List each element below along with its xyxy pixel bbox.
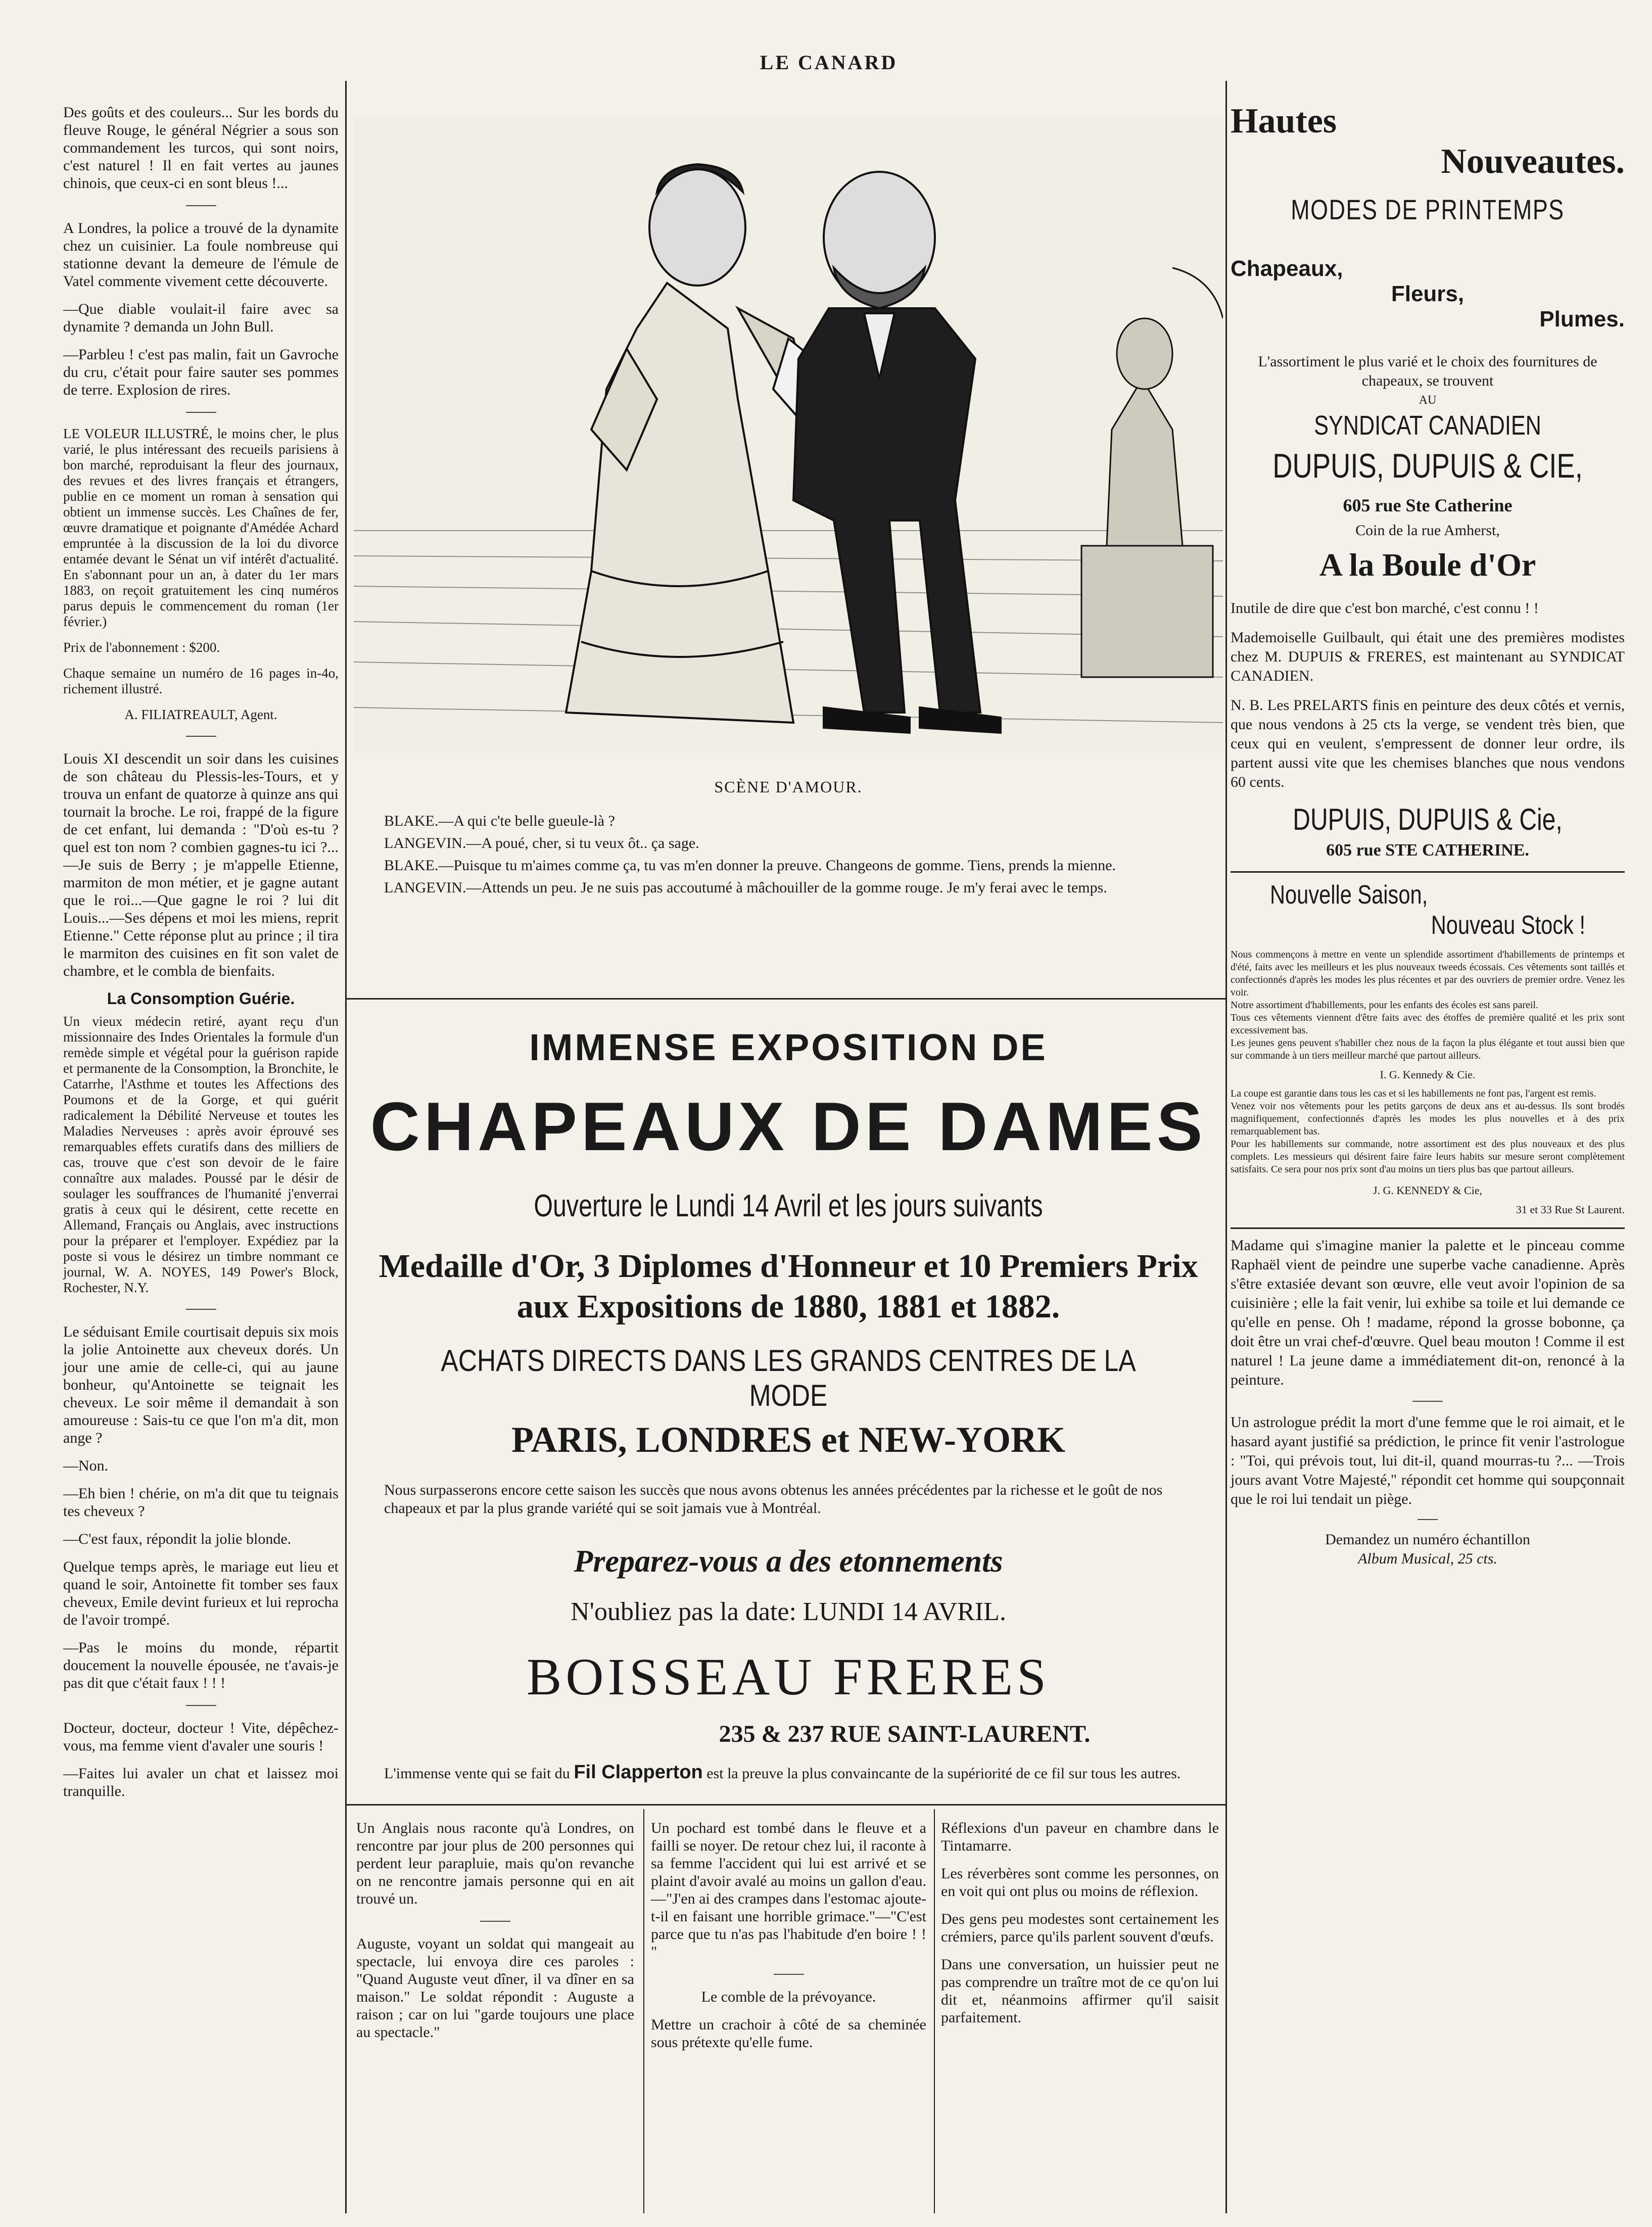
ad-text: Venez voir nos vêtements pour les petits garçons de deux ans et au-dessus. Ils sont brodés magnifiquement, confectionnés d'après les modes les plus nouvelles et à des prix remarquablement bas. bbox=[1231, 1101, 1625, 1137]
divider bbox=[1231, 1227, 1625, 1229]
ad-brand: BOISSEAU FRERES bbox=[527, 1648, 1050, 1706]
paragraph: A Londres, la police a trouvé de la dynamite chez un cuisinier. La foule nombreuse qui stationne devant la demeure de l'émule de Vatel commente vivement cette découverte. bbox=[63, 220, 339, 290]
paragraph: Docteur, docteur, docteur ! Vite, dépêchez-vous, ma femme vient d'avaler une souris ! bbox=[63, 1720, 339, 1754]
paragraph: —Faites lui avaler un chat et laissez moi tranquille. bbox=[63, 1765, 339, 1799]
divider bbox=[186, 1309, 216, 1310]
hat-exhibition-ad bbox=[354, 1026, 1223, 1783]
ad-text: AU bbox=[1419, 394, 1437, 407]
paragraph: Un vieux médecin retiré, ayant reçu d'un missionnaire des Indes Orientales la formule d'un remède simple et végétal pour la guérison rapide et permanente de la Consomption, la Bronchite, le Catarrhe, l'Asthme et toutes les Affections des Poumons et de la Gorge, et qui guérit radicalement la Débilité Nerveuse et toutes les Maladies Nerveuses : après avoir éprouvé ses remarquables effets curatifs dans des milliers de cas, trouve que c'est son devoir de le faire connaître aux malades. Poussé par le désir de soulager les souffrances de l'humanité j'enverrai gratis à ceux qui le désirent, cette recette en Allemand, Français ou Anglais, avec instructions pour la préparer et l'employer. Expédiez par la poste si vous le désirez un timbre nommant ce journal, W. A. NOYES, 149 Power's Block, Rochester, N.Y. bbox=[63, 1014, 339, 1295]
cartoon-caption bbox=[354, 777, 1223, 901]
paragraph: Auguste, voyant un soldat qui mangeait au spectacle, lui envoya dire ces paroles : "Quand Auguste veut dîner, il va dîner en sa maison." Le soldat répondit : Auguste a raison ; car on lui "garde toujours une place au spectacle." bbox=[356, 1935, 634, 2041]
paragraph: Réflexions d'un paveur en chambre dans le Tintamarre. bbox=[941, 1820, 1219, 1854]
divider bbox=[186, 412, 216, 413]
divider bbox=[1412, 1401, 1443, 1402]
ad-line: A la Boule d'Or bbox=[1319, 547, 1536, 583]
ad-line: Chapeaux, bbox=[1231, 256, 1343, 281]
ad-text: 605 rue Ste Catherine bbox=[1343, 495, 1513, 515]
paragraph: Quelque temps après, le mariage eut lieu et quand le soir, Antoinette fit tomber ses faux cheveux, Emile devint furieux et lui reprocha de l'avoir trompé. bbox=[63, 1558, 339, 1628]
ad-text: 31 et 33 Rue St Laurent. bbox=[1516, 1203, 1625, 1216]
ad-text: Tous ces vêtements viennent d'être faits avec des étoffes de première qualité et les prix sont excessivement bas. bbox=[1231, 1012, 1625, 1036]
masthead: LE CANARD bbox=[760, 51, 898, 74]
paragraph: Des gens peu modestes sont certainement les crémiers, parce qu'ils parlent souvent d'œufs. bbox=[941, 1911, 1219, 1945]
paragraph: —Parbleu ! c'est pas malin, fait un Gavroche du cru, c'était pour faire sauter ses pommes de terre. Explosion de rires. bbox=[63, 346, 339, 398]
ad-text: Les jeunes gens peuvent s'habiller chez nous de la façon la plus élégante et tout aussi bien que sur commande à un tiers meilleur marché que partout ailleurs. bbox=[1231, 1037, 1625, 1061]
ad-text: J. G. KENNEDY & Cie, bbox=[1373, 1184, 1483, 1197]
section-rule bbox=[347, 1804, 1225, 1806]
ad-text: 605 rue STE CATHERINE. bbox=[1326, 841, 1529, 860]
ad-line: N'oubliez pas la date: LUNDI 14 AVRIL. bbox=[571, 1597, 1006, 1626]
caption-title: SCÈNE D'AMOUR. bbox=[714, 778, 863, 796]
ad-text: Mademoiselle Guilbault, qui était une des premières modistes chez M. DUPUIS & FRERES, est maintenant au SYNDICAT CANADIEN. bbox=[1231, 629, 1625, 684]
ad-text: La coupe est garantie dans tous les cas et si les habillements ne font pas, l'argent est remis. bbox=[1231, 1088, 1596, 1099]
paragraph: Louis XI descendit un soir dans les cuisines de son château du Plessis-les-Tours, et y trouva un enfant de quatorze à quinze ans qui tournait la broche. Le roi, frappé de la figure de cet enfant, lui demanda : "D'où es-tu ? quel est ton nom ? combien gagnes-tu ici ?... —Je suis de Berry ; je m'appelle Etienne, marmiton de mon métier, et je gagne autant que le roi...—Que gagne le roi ? lui dit Louis...—Ses dépens et moi les miens, reprit Etienne." Cette réponse plut au prince ; il tira le marmiton des cuisines en fit son valet de chambre, et le combla de bienfaits. bbox=[63, 750, 339, 979]
paragraph: Des goûts et des couleurs... Sur les bords du fleuve Rouge, le général Négrier a sous son commandement les turcos, qui sont noirs, c'est naturel ! Il en fait vertes au jaunes chinois, que ceux-ci en sont bleus !... bbox=[63, 104, 339, 192]
ad-text: L'assortiment le plus varié et le choix des fournitures de chapeaux, se trouvent bbox=[1258, 353, 1597, 389]
bottom-column-1 bbox=[356, 1819, 634, 2051]
dialogue-line: BLAKE.—Puisque tu m'aimes comme ça, tu vas m'en donner la preuve. Changeons de gomme. Tiens, prends la mienne. bbox=[384, 857, 1116, 874]
paragraph: Madame qui s'imagine manier la palette et le pinceau comme Raphaël vient de peindre une superbe vache canadienne. Après s'être extasiée devant son œuvre, elle veut avoir l'opinion de sa cuisinière ; elle la fait venir, lui exhibe sa toile et lui demande ce qu'elle en pense. Oh ! madame, répond la grosse bobonne, ça doit être un vrai chef-d'œuvre. Quel beau mouton ! Comme il est naturel ! La jeune dame a immédiatement dit-on, renoncé à la peinture. bbox=[1231, 1237, 1625, 1388]
divider bbox=[1231, 871, 1625, 873]
paragraph: Le séduisant Emile courtisait depuis six mois la jolie Antoinette aux cheveux dorés. Un jour une amie de celle-ci, qui au jaune bonheur, qu'Antoinette se teignait les cheveux. Le soir même il demandait à son amoureuse : Sais-tu ce que l'on m'a dit, mon ange ? bbox=[63, 1323, 339, 1446]
ad-line: MODES DE PRINTEMPS bbox=[1291, 194, 1565, 225]
ad-title: Nouveautes. bbox=[1441, 142, 1625, 181]
paragraph: Chaque semaine un numéro de 16 pages in-4o, richement illustré. bbox=[63, 666, 339, 696]
paragraph: Un Anglais nous raconte qu'à Londres, on rencontre par jour plus de 200 personnes qui perdent leur parapluie, mais qu'on revanche on ne rencontre jamais personne qui en ait trouvé un. bbox=[356, 1820, 634, 1907]
ad-line: SYNDICAT CANADIEN bbox=[1314, 410, 1541, 441]
paragraph: —Que diable voulait-il faire avec sa dynamite ? demanda un John Bull. bbox=[63, 301, 339, 335]
ad-address: 235 & 237 RUE SAINT-LAURENT. bbox=[719, 1721, 1091, 1747]
ad-line: Preparez-vous a des etonnements bbox=[574, 1544, 1003, 1579]
paragraph: —C'est faux, répondit la jolie blonde. bbox=[63, 1531, 292, 1547]
cartoon-illustration bbox=[354, 116, 1223, 753]
notice-text: L'immense vente qui se fait du bbox=[384, 1765, 570, 1782]
paragraph: —Non. bbox=[63, 1457, 109, 1474]
ad-line: DUPUIS, DUPUIS & CIE, bbox=[1272, 447, 1583, 485]
column-rule bbox=[934, 1809, 935, 2213]
right-column bbox=[1231, 101, 1625, 1569]
ad-line: Medaille d'Or, 3 Diplomes d'Honneur et 10 Premiers Prix aux Expositions de 1880, 1881 et 1882. bbox=[379, 1248, 1198, 1325]
divider bbox=[186, 736, 216, 737]
ad-line: ACHATS DIRECTS DANS LES GRANDS CENTRES DE LA MODE bbox=[441, 1344, 1136, 1412]
paragraph: Mettre un crachoir à côté de sa cheminée sous prétexte qu'elle fume. bbox=[651, 2016, 926, 2051]
ad-line: Fleurs, bbox=[1391, 281, 1465, 306]
notice-brand: Fil Clapperton bbox=[574, 1762, 703, 1783]
section-heading: La Consomption Guérie. bbox=[107, 989, 295, 1008]
paragraph: —Pas le moins du monde, répartit doucement la nouvelle épousée, ne t'avais-je pas dit que c'était faux ! ! ! bbox=[63, 1639, 339, 1691]
ad-line: Plumes. bbox=[1539, 307, 1625, 331]
paragraph: Un astrologue prédit la mort d'une femme que le roi aimait, et le hasard ayant justifié sa prédiction, le prince fit venir l'astrologue : "Toi, qui prévois tout, lui dit-il, quand mourras-tu ?... —Trois jours avant Votre Majesté," répondit cet homme qui soupçonnait que le roi lui tendait un piège. bbox=[1231, 1414, 1625, 1507]
ad-text: Nous commençons à mettre en vente un splendide assortiment d'habillements de printemps et d'été, faits avec les meilleurs et les plus nouveaux tweeds écossais. Ces vêtements sont taillés et confectionnés d'après les modes les plus récentes et par des ouvriers de premier ordre. Venez les voir. bbox=[1231, 949, 1625, 998]
notice-text: est la preuve la plus convaincante de la supériorité de ce fil sur tous les autres. bbox=[706, 1765, 1181, 1782]
column-rule bbox=[345, 81, 347, 2213]
dialogue-line: LANGEVIN.—A poué, cher, si tu veux ôt.. ça sage. bbox=[384, 835, 699, 851]
ad-text: Album Musical, 25 cts. bbox=[1358, 1550, 1497, 1567]
ad-body: Nous surpasserons encore cette saison les succès que nous avons obtenus les années précédentes par la richesse et le goût de nos chapeaux et par la plus grande variété qui se soit jamais vue à Montréal. bbox=[384, 1482, 1163, 1517]
ad-line: Nouveau Stock ! bbox=[1431, 911, 1585, 940]
column-rule bbox=[1225, 81, 1227, 2213]
ad-line: PARIS, LONDRES et NEW-YORK bbox=[511, 1419, 1066, 1460]
section-rule bbox=[347, 998, 1225, 1000]
divider bbox=[186, 205, 216, 206]
ad-text: Notre assortiment d'habillements, pour les enfants des écoles est sans pareil. bbox=[1231, 1000, 1538, 1011]
clapperton-notice bbox=[354, 1763, 1223, 1783]
ad-text: Pour les habillements sur commande, notre assortiment est des plus nouveaux et des plus complets. Les messieurs qui désirent faire faire leurs habits sur mesure seront complètement satisfaits. Ce sera pour nos prix sont d'au moins un tiers plus bas que partout ailleurs. bbox=[1231, 1139, 1625, 1175]
divider bbox=[1418, 1519, 1438, 1520]
paragraph: LE VOLEUR ILLUSTRÉ, le moins cher, le plus varié, le plus intéressant des recueils parisiens à bon marché, reproduisant la fleur des journaux, des revues et des livres français et étrangers, publie en ce moment un roman à sensation qui obtient un immense succès. Les Chaînes de fer, œuvre dramatique et poignante d'Amédée Achard empruntée à la discussion de la loi du divorce entamée devant le Sénat un vif intérêt d'actualité. En s'abonnant pour un an, à dater du 1er mars 1883, on reçoit gratuitement les cinq numéros parus depuis le commencement du roman (1er février.) bbox=[63, 426, 339, 629]
paragraph: Prix de l'abonnement : $200. bbox=[63, 640, 220, 655]
divider bbox=[186, 1705, 216, 1706]
divider bbox=[480, 1921, 510, 1922]
paragraph: Dans une conversation, un huissier peut ne pas comprendre un traître mot de ce qu'on lui dit et, néanmoins affirmer qu'il saisit parfaitement. bbox=[941, 1956, 1219, 2026]
ad-text: Inutile de dire que c'est bon marché, c'est connu ! ! bbox=[1231, 600, 1539, 617]
paragraph: —Eh bien ! chérie, on m'a dit que tu teignais tes cheveux ? bbox=[63, 1485, 339, 1520]
paragraph: Le comble de la prévoyance. bbox=[701, 1988, 876, 2005]
ad-line: Nouvelle Saison, bbox=[1270, 880, 1428, 910]
paragraph: Les réverbères sont comme les personnes, on en voit qui ont plus ou moins de réflexion. bbox=[941, 1865, 1219, 1900]
ad-text: I. G. Kennedy & Cie. bbox=[1380, 1068, 1476, 1081]
ad-line: IMMENSE EXPOSITION DE bbox=[529, 1026, 1048, 1068]
ad-text: Coin de la rue Amherst, bbox=[1355, 522, 1500, 539]
ad-line: Ouverture le Lundi 14 Avril et les jours suivants bbox=[534, 1189, 1043, 1223]
ad-title: Hautes bbox=[1231, 102, 1337, 140]
bottom-column-2 bbox=[651, 1819, 926, 2061]
column-rule bbox=[643, 1809, 644, 2213]
dialogue-line: LANGEVIN.—Attends un peu. Je ne suis pas accoutumé à mâchouiller de la gomme rouge. Je m'y ferai avec le temps. bbox=[384, 879, 1107, 896]
signature: A. FILIATREAULT, Agent. bbox=[124, 707, 277, 722]
ad-text: N. B. Les PRELARTS finis en peinture des deux côtés et vernis, que nous vendons à 25 cts la verge, se vendent très bien, que ceux qui en veulent, s'empressent de donner leur ordre, ils partent aussi vite que les chemises blanches que nous vendons 60 cents. bbox=[1231, 697, 1625, 790]
ad-text: Demandez un numéro échantillon bbox=[1325, 1531, 1530, 1548]
divider bbox=[774, 1974, 804, 1975]
left-column bbox=[63, 104, 339, 1810]
ad-line: DUPUIS, DUPUIS & Cie, bbox=[1293, 802, 1563, 836]
dialogue-line: BLAKE.—A qui c'te belle gueule-là ? bbox=[384, 813, 615, 829]
paragraph: Un pochard est tombé dans le fleuve et a failli se noyer. De retour chez lui, il raconte à sa femme l'accident qui lui est arrivé et se plaint d'avoir avalé au moins un gallon d'eau.—"J'en ai des crampes dans l'estomac ajoute-t-il en faisant une horrible grimace."—"C'est parce que tu n'as pas l'habitude d'en boire ! ! " bbox=[651, 1820, 926, 1960]
ad-headline: CHAPEAUX DE DAMES bbox=[370, 1088, 1207, 1165]
bottom-column-3 bbox=[941, 1819, 1219, 2036]
